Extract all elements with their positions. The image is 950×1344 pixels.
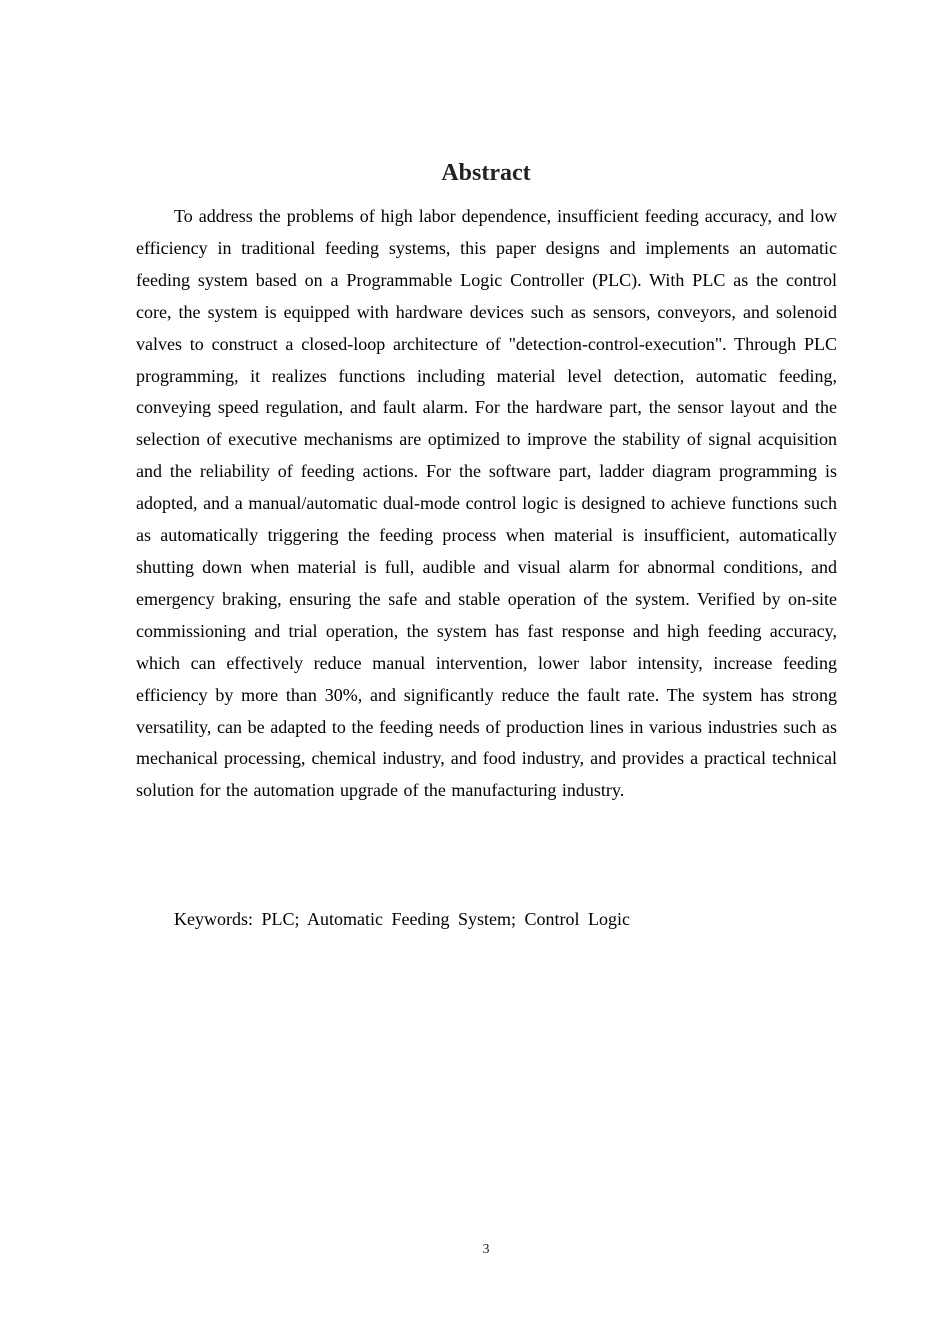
page-number: 3 [482, 1242, 490, 1257]
abstract-title: Abstract [441, 160, 531, 187]
abstract-body: To address the problems of high labor dependence, insufficient feeding accuracy, and low efficiency in traditional feeding systems, this paper designs and implements an automatic feeding system based on a Programmable Logic Controller (PLC). With PLC as the control core, the system is equipped with hardware devices such as sensors, conveyors, and solenoid valves to construct a closed-loop architecture of "detection-control-execution". Through PLC programming, it realizes functions including material level detection, automatic feeding, conveying speed regulation, and fault alarm. For the hardware part, the sensor layout and the selection of executive mechanisms are optimized to improve the stability of signal acquisition and the reliability of feeding actions. For the software part, ladder diagram programming is adopted, and a manual/automatic dual-mode control logic is designed to achieve functions such as automatically triggering the feeding process when material is insufficient, automatically shutting down when material is full, audible and visual alarm for abnormal conditions, and emergency braking, ensuring the safe and stable operation of the system. Verified by on-site commissioning and trial operation, the system has fast response and high feeding accuracy, which can effectively reduce manual intervention, lower labor intensity, increase feeding efficiency by more than 30%, and significantly reduce the fault rate. The system has strong versatility, can be adapted to the feeding needs of production lines in various industries such as mechanical processing, chemical industry, and food industry, and provides a practical technical solution for the automation upgrade of the manufacturing industry. [136, 206, 837, 801]
keywords-line: Keywords: PLC; Automatic Feeding System; Control Logic [174, 909, 630, 929]
